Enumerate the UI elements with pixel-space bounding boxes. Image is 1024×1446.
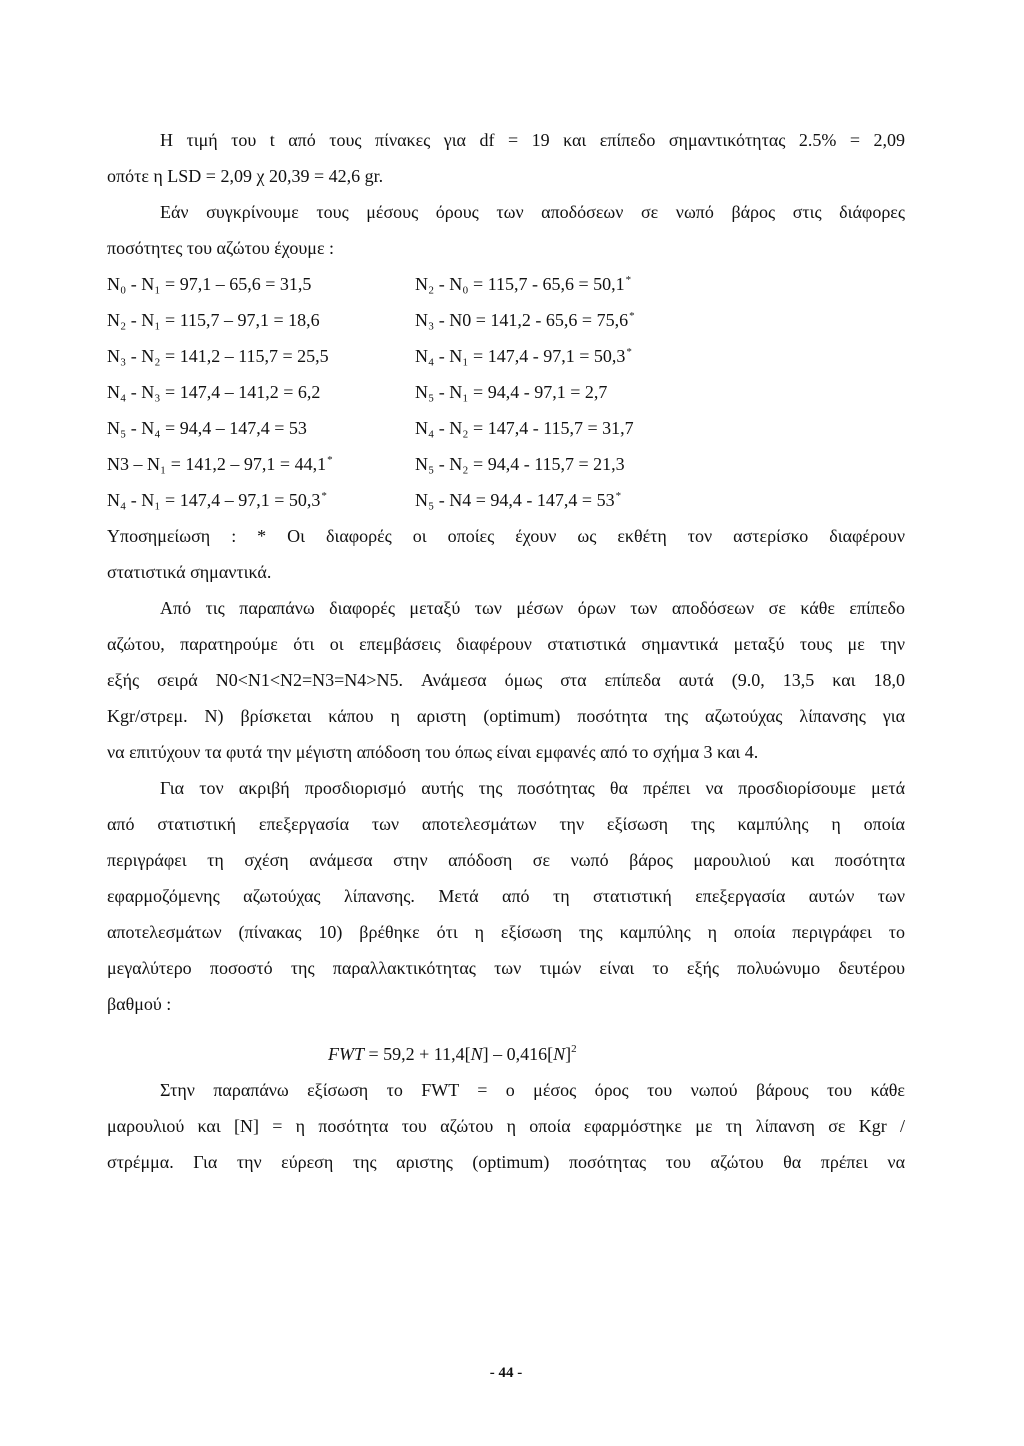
text-line: από στατιστική επεξεργασία των αποτελεσμάτων την εξίσωση της καμπύλης η οποία bbox=[107, 814, 905, 834]
comparison-left bbox=[107, 338, 415, 374]
footnote-line: στατιστικά σημαντικά. bbox=[107, 562, 272, 582]
text-line: μαρουλιού και [N] = η ποσότητα του αζώτου η οποία εφαρμόστηκε με τη λίπανση σε Kgr / bbox=[107, 1116, 905, 1136]
regression-equation bbox=[107, 1036, 905, 1072]
comparison-text: N₃ - N0 = 141,2 - 65,6 = 75,6 bbox=[415, 310, 629, 330]
comparison-row bbox=[107, 302, 905, 338]
footnote-block bbox=[107, 518, 905, 590]
comparison-right bbox=[415, 482, 905, 518]
comparison-left bbox=[107, 302, 415, 338]
text-line: οπότε η LSD = 2,09 χ 20,39 = 42,6 gr. bbox=[107, 166, 384, 186]
significance-mark: * bbox=[321, 490, 327, 502]
comparison-row bbox=[107, 482, 905, 518]
comparison-text: N₄ - N₁ = 147,4 - 97,1 = 50,3 bbox=[415, 346, 626, 366]
comparison-right bbox=[415, 410, 905, 446]
paragraph-2 bbox=[107, 770, 905, 1022]
equation-exponent: 2 bbox=[571, 1043, 577, 1055]
significance-mark: * bbox=[629, 310, 635, 322]
equation-part: ] – 0,416[ bbox=[482, 1044, 554, 1064]
document-body bbox=[107, 122, 905, 1180]
comparison-right bbox=[415, 374, 905, 410]
comparison-text: N₅ - N4 = 94,4 - 147,4 = 53 bbox=[415, 490, 615, 510]
comparison-right bbox=[415, 446, 905, 482]
text-line: αζώτου, παρατηρούμε ότι οι επεμβάσεις διαφέρουν στατιστικά σημαντικά μεταξύ τους με την bbox=[107, 634, 905, 654]
text-line: Από τις παραπάνω διαφορές μεταξύ των μέσων όρων των αποδόσεων σε κάθε επίπεδο bbox=[160, 598, 905, 618]
comparison-text: N₄ - N₃ = 147,4 – 141,2 = 6,2 bbox=[107, 382, 321, 402]
comparison-text: N₅ - N₂ = 94,4 - 115,7 = 21,3 bbox=[415, 454, 625, 474]
comparison-row bbox=[107, 266, 905, 302]
text-line: εφαρμοζόμενης αζωτούχας λίπανσης. Μετά από τη στατιστική επεξεργασία αυτών των bbox=[107, 886, 905, 906]
paragraph-3 bbox=[107, 1072, 905, 1180]
text-line: Η τιμή του t από τους πίνακες για df = 19 και επίπεδο σημαντικότητας 2.5% = 2,09 bbox=[160, 130, 905, 150]
comparison-text: N₅ - N₄ = 94,4 – 147,4 = 53 bbox=[107, 418, 307, 438]
text-line: Στην παραπάνω εξίσωση το FWT = ο μέσος όρος του νωπού βάρους του κάθε bbox=[160, 1080, 905, 1100]
comparisons-block bbox=[107, 266, 905, 518]
equation-variable: N bbox=[553, 1044, 566, 1064]
intro-block bbox=[107, 122, 905, 266]
text-line: αποτελεσμάτων (πίνακας 10) βρέθηκε ότι η εξίσωση της καμπύλης η οποία περιγράφει το bbox=[107, 922, 905, 942]
comparison-row bbox=[107, 410, 905, 446]
text-line: μεγαλύτερο ποσοστό της παραλλακτικότητας των τιμών είναι το εξής πολυώνυμο δευτέρου bbox=[107, 958, 905, 978]
comparison-right bbox=[415, 338, 905, 374]
comparison-row bbox=[107, 374, 905, 410]
text-line: βαθμού : bbox=[107, 994, 172, 1014]
significance-mark: * bbox=[626, 346, 632, 358]
page-number: - 44 - bbox=[489, 1365, 523, 1381]
text-line: στρέμμα. Για την εύρεση της αριστης (optimum) ποσότητας του αζώτου θα πρέπει να bbox=[107, 1152, 905, 1172]
comparison-text: N₅ - N₁ = 94,4 - 97,1 = 2,7 bbox=[415, 382, 608, 402]
equation-part: = 59,2 + 11,4[ bbox=[364, 1044, 471, 1064]
comparison-left bbox=[107, 410, 415, 446]
comparison-left bbox=[107, 482, 415, 518]
comparison-text: N₄ - N₁ = 147,4 – 97,1 = 50,3 bbox=[107, 490, 321, 510]
comparison-text: N3 – N₁ = 141,2 – 97,1 = 44,1 bbox=[107, 454, 327, 474]
text-line: εξής σειρά N0<N1<N2=N3=N4>N5. Ανάμεσα όμως στα επίπεδα αυτά (9.0, 13,5 και 18,0 bbox=[107, 670, 905, 690]
text-line: ποσότητες του αζώτου έχουμε : bbox=[107, 238, 335, 258]
text-line: περιγράφει τη σχέση ανάμεσα στην απόδοση σε νωπό βάρος μαρουλιού και ποσότητα bbox=[107, 850, 905, 870]
comparison-left bbox=[107, 266, 415, 302]
comparison-left bbox=[107, 374, 415, 410]
text-line: να επιτύχουν τα φυτά την μέγιστη απόδοση του όπως είναι εμφανές από το σχήμα 3 και 4. bbox=[107, 742, 759, 762]
text-line: Kgr/στρεμ. N) βρίσκεται κάπου η αριστη (optimum) ποσότητα της αζωτούχας λίπανσης για bbox=[107, 706, 905, 726]
comparison-text: N₃ - N₂ = 141,2 – 115,7 = 25,5 bbox=[107, 346, 329, 366]
significance-mark: * bbox=[625, 274, 632, 286]
text-line: Για τον ακριβή προσδιορισμό αυτής της ποσότητας θα πρέπει να προσδιορίσουμε μετά bbox=[160, 778, 905, 798]
comparison-left bbox=[107, 446, 415, 482]
equation-variable: N bbox=[470, 1044, 483, 1064]
comparison-text: N₄ - N₂ = 147,4 - 115,7 = 31,7 bbox=[415, 418, 634, 438]
comparison-text: N₂ - N₁ = 115,7 – 97,1 = 18,6 bbox=[107, 310, 320, 330]
comparison-right bbox=[415, 266, 905, 302]
significance-mark: * bbox=[327, 454, 333, 466]
equation-lhs: FWT bbox=[328, 1044, 364, 1064]
comparison-text: N₀ - N₁ = 97,1 – 65,6 = 31,5 bbox=[107, 274, 312, 294]
equation-part: ] bbox=[565, 1044, 572, 1064]
footnote-line: Υποσημείωση : * Οι διαφορές οι οποίες έχουν ως εκθέτη τον αστερίσκο διαφέρουν bbox=[107, 526, 905, 546]
text-line: Εάν συγκρίνουμε τους μέσους όρους των αποδόσεων σε νωπό βάρος στις διάφορες bbox=[160, 202, 905, 222]
comparison-right bbox=[415, 302, 905, 338]
significance-mark: * bbox=[615, 490, 622, 502]
comparison-text: N₂ - N₀ = 115,7 - 65,6 = 50,1 bbox=[415, 274, 625, 294]
paragraph-1 bbox=[107, 590, 905, 770]
comparison-row bbox=[107, 446, 905, 482]
comparison-row bbox=[107, 338, 905, 374]
